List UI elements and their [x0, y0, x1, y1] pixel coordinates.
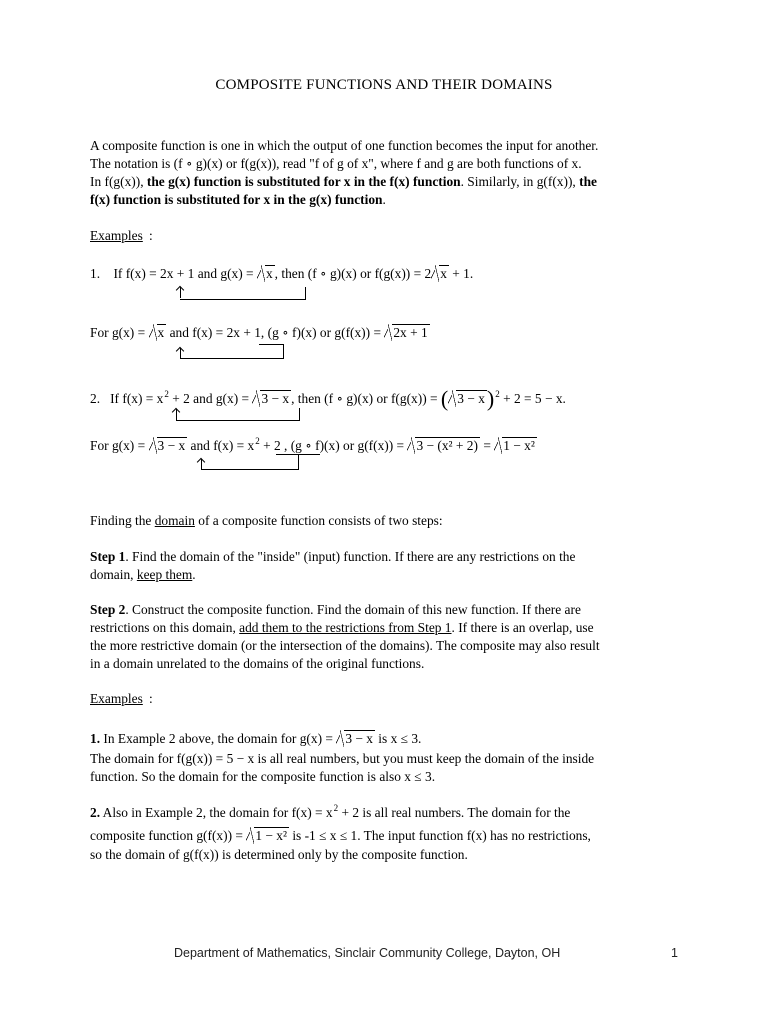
step-2-label: Step 2	[90, 602, 126, 617]
sqrt-1-minus-x2-2: 1 − x²	[255, 828, 287, 843]
examples-heading: Examples	[90, 228, 143, 243]
step-2-text-2b: . If there is an overlap, use	[451, 620, 594, 635]
examples-colon-2: :	[149, 691, 153, 706]
sqrt-3-minus-x: 3 − x	[261, 391, 290, 406]
example-4-line-3: so the domain of g(f(x)) is determined only by the composite function.	[90, 847, 468, 862]
page-title: COMPOSITE FUNCTIONS AND THEIR DOMAINS	[215, 77, 553, 93]
superscript-2-b: 2	[495, 389, 500, 399]
example-4-number: 2.	[90, 805, 101, 820]
finding-line	[90, 512, 443, 530]
example-3-line-2: The domain for f(g(x)) = 5 − x is all real numbers, but you must keep the domain of the inside	[90, 751, 595, 766]
example-4-text-d: is -1 ≤ x ≤ 1. The input function f(x) has no restrictions,	[288, 828, 591, 843]
finding-a: Finding the	[90, 513, 155, 528]
step-1-text-1: . Find the domain of the "inside" (input) function. If there are any restrictions on the	[125, 549, 576, 564]
example-3-line-3: function. So the domain for the composite function is also x ≤ 3.	[90, 769, 436, 784]
sqrt-3-minus-x-3: 3 − x	[157, 438, 186, 453]
example-2-number: 2.	[90, 391, 101, 406]
step-1-label: Step 1	[90, 549, 126, 564]
intro-line-3-a: In f(g(x)),	[90, 174, 147, 189]
sqrt-x-2: x	[440, 266, 447, 281]
intro-line-2: The notation is (f ∘ g)(x) or f(g(x)), read "f of g of x", where f and g are both functions of x.	[90, 156, 582, 171]
step-1-text-3: .	[192, 567, 196, 582]
example-4-text-b: + 2 is all real numbers. The domain for the	[338, 805, 571, 820]
examples-heading-2: Examples	[90, 691, 143, 706]
example-1-line	[90, 265, 473, 283]
superscript-2-d: 2	[333, 803, 339, 813]
sqrt-1-minus-x2: 1 − x²	[503, 438, 535, 453]
example-2-text-d: + 2 = 5 − x.	[499, 391, 566, 406]
step-1-line-1	[90, 548, 575, 566]
bracket-end	[305, 287, 306, 299]
example-1-text-a: If f(x) = 2x + 1 and g(x) =	[113, 266, 254, 281]
substitution-bracket-3	[176, 420, 300, 421]
page-number: 1	[671, 946, 678, 960]
example-2b-text-d: =	[479, 438, 491, 453]
sqrt-composite: 3 − (x² + 2)	[416, 438, 478, 453]
example-1-text-b: , then (f ∘ g)(x) or f(g(x)) = 2	[274, 266, 432, 281]
bracket-end-2	[283, 345, 284, 359]
example-1-text-c: + 1.	[448, 266, 474, 281]
example-2-line	[90, 387, 566, 409]
intro-line-4	[90, 191, 690, 209]
step-1-line-2	[90, 566, 196, 584]
example-2-text-b: + 2 and g(x) =	[168, 391, 250, 406]
example-1b-line	[90, 324, 430, 342]
example-4-text-a: Also in Example 2, the domain for f(x) = x	[100, 805, 333, 820]
example-4-line-2	[90, 827, 591, 845]
step-1-keep: keep them	[136, 567, 193, 582]
intro-line-4-b: .	[382, 192, 386, 207]
intro-line-4-bold: f(x) function is substituted for x in the g(x) function	[90, 192, 383, 207]
example-2b-text-b: and f(x) = x	[187, 438, 255, 453]
sqrt-x: x	[265, 266, 273, 281]
sqrt-2x-plus-1: 2x + 1	[393, 325, 428, 340]
example-1b-text-b: and f(x) = 2x + 1, (g ∘ f)(x) or g(f(x)) =	[166, 325, 381, 340]
left-paren: (	[440, 386, 449, 411]
example-3-text-a: In Example 2 above, the domain for g(x) =	[100, 731, 333, 746]
superscript-2-c: 2	[255, 436, 260, 446]
sqrt-3-minus-x-4: 3 − x	[345, 731, 373, 746]
superscript-2: 2	[164, 389, 169, 399]
bracket-end-3	[299, 408, 300, 421]
substitution-arrow-icon-3	[172, 408, 182, 420]
step-2-line-1	[90, 601, 581, 619]
intro-line-1: A composite function is one in which the output of one function becomes the input for another.	[90, 138, 599, 153]
sqrt-x-3: x	[157, 325, 165, 340]
bracket-top-4	[276, 454, 320, 455]
example-2-text-c: , then (f ∘ g)(x) or f(g(x)) =	[291, 391, 438, 406]
substitution-bracket-2	[180, 358, 284, 359]
intro-line-3-bold-2: the	[579, 174, 597, 189]
finding-domain: domain	[154, 513, 195, 528]
step-2-add: add them to the restrictions from Step 1	[239, 620, 452, 635]
step-2-line-3: the more restrictive domain (or the intersection of the domains). The composite may also result	[90, 638, 600, 653]
right-paren: )	[486, 386, 495, 411]
substitution-bracket	[180, 292, 306, 300]
example-4-text-c: composite function g(f(x)) =	[90, 828, 243, 843]
bracket-top-2	[259, 344, 284, 345]
step-1-text-2: domain,	[90, 567, 137, 582]
example-1-number: 1.	[90, 266, 101, 281]
bracket-end-4	[298, 455, 299, 470]
example-1b-text-a: For g(x) =	[90, 325, 146, 340]
intro-line-3-c: . Similarly, in g(f(x)),	[460, 174, 580, 189]
example-3-line-1	[90, 730, 421, 748]
example-3-number: 1.	[90, 731, 101, 746]
substitution-bracket-4	[201, 469, 299, 470]
intro-line-3-bold: the g(x) function is substituted for x in the f(x) function	[146, 174, 461, 189]
example-2b-text-c: + 2 , (g ∘ f)(x) or g(f(x)) =	[259, 438, 405, 453]
finding-c: of a composite function consists of two steps:	[194, 513, 443, 528]
examples-colon: :	[149, 228, 153, 243]
step-2-text-1: . Construct the composite function. Find the domain of this new function. If there are	[125, 602, 581, 617]
step-2-text-2a: restrictions on this domain,	[90, 620, 240, 635]
step-2-line-4: in a domain unrelated to the domains of the original functions.	[90, 656, 425, 671]
example-2-text-a: If f(x) = x	[110, 391, 164, 406]
sqrt-3-minus-x-2: 3 − x	[457, 391, 485, 406]
page-footer: Department of Mathematics, Sinclair Community College, Dayton, OH	[174, 946, 561, 960]
example-3-text-b: is x ≤ 3.	[374, 731, 422, 746]
example-2b-text-a: For g(x) =	[90, 438, 146, 453]
intro-line-3	[90, 173, 690, 191]
step-2-line-2	[90, 619, 594, 637]
example-4-line-1	[90, 804, 570, 823]
